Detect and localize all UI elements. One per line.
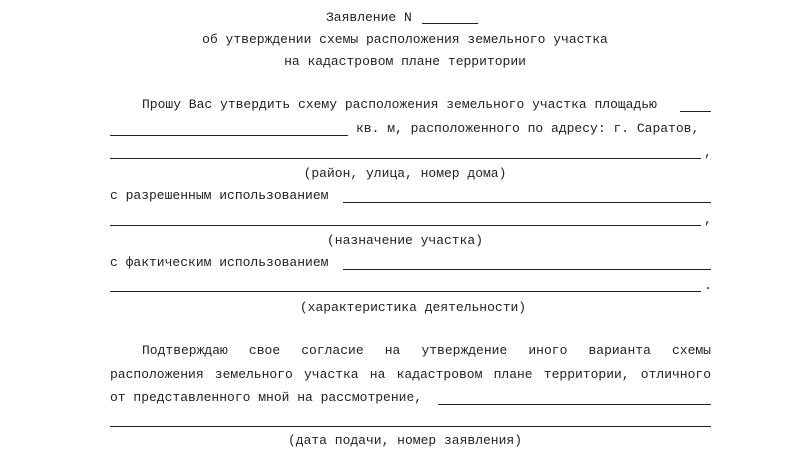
actual-use-period: . — [704, 278, 712, 293]
previous-application-field[interactable] — [438, 404, 711, 405]
previous-application-field-2[interactable] — [110, 426, 711, 427]
permitted-use-caption: (назначение участка) — [326, 233, 484, 248]
consent-caption: (дата подачи, номер заявления) — [287, 433, 523, 448]
request-text: Прошу Вас утвердить схему расположения земельного участка площадью — [142, 97, 657, 112]
actual-use-label: с фактическим использованием — [110, 255, 329, 270]
consent-text: Подтверждаю свое согласие на утверждение иного варианта схемы — [142, 343, 711, 358]
document-subtitle-2: на кадастровом плане территории — [284, 54, 526, 69]
area-field-part1[interactable] — [680, 111, 711, 112]
actual-use-field-2[interactable] — [110, 291, 701, 292]
address-field[interactable] — [110, 158, 701, 159]
consent-text-2: расположения земельного участка на кадастровом плане территории, отличного — [110, 367, 711, 382]
consent-text-3: от представленного мной на рассмотрение, — [110, 390, 423, 405]
address-text: кв. м, расположенного по адресу: г. Саратов, — [356, 121, 700, 136]
document-subtitle: об утверждении схемы расположения земельного участка — [202, 32, 608, 47]
permitted-use-field[interactable] — [343, 202, 711, 203]
document-title: Заявление N — [326, 10, 412, 25]
application-number-field[interactable] — [422, 23, 478, 24]
address-caption: (район, улица, номер дома) — [303, 166, 507, 181]
permitted-use-label: с разрешенным использованием — [110, 188, 329, 203]
address-comma: , — [704, 145, 712, 160]
permitted-use-field-2[interactable] — [110, 225, 701, 226]
permitted-use-comma: , — [704, 212, 712, 227]
area-field[interactable] — [110, 135, 348, 136]
actual-use-field[interactable] — [343, 269, 711, 270]
actual-use-caption: (характеристика деятельности) — [299, 300, 527, 315]
